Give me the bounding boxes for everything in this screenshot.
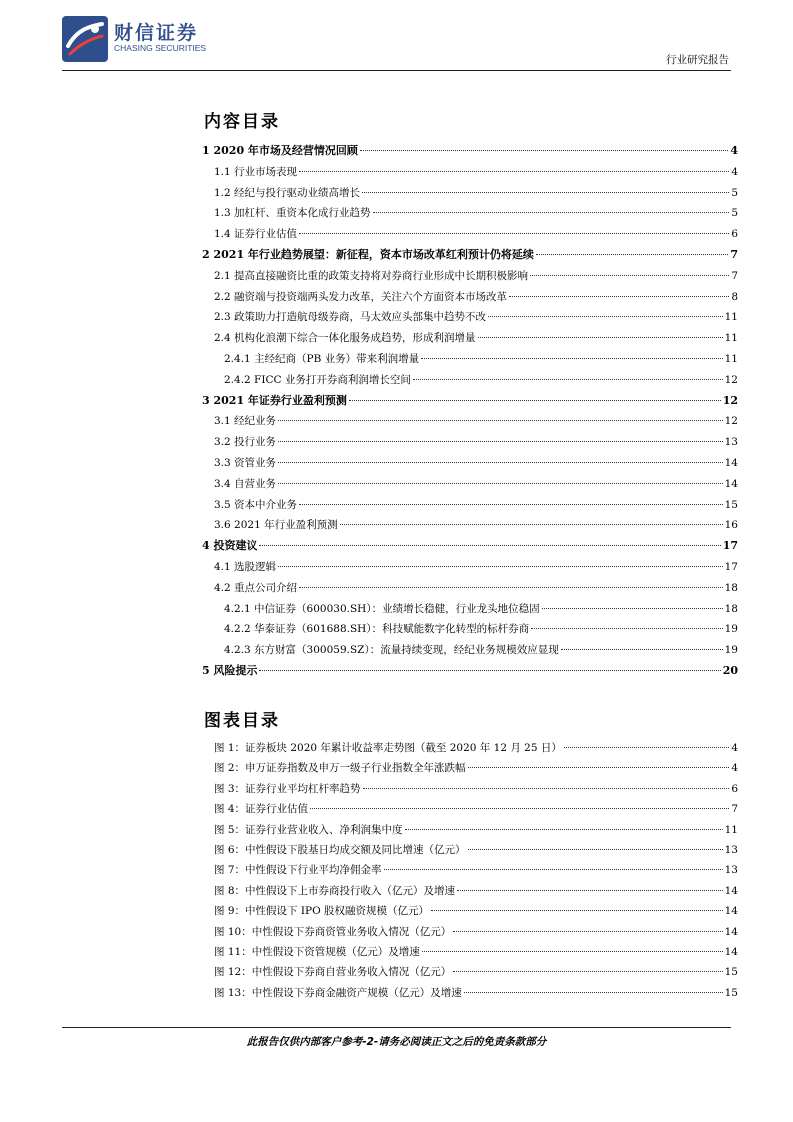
contents-entry[interactable] <box>202 308 738 326</box>
figure-entry[interactable] <box>202 780 738 798</box>
contents-entry-page: 18 <box>724 602 738 615</box>
contents-entry[interactable] <box>202 454 738 472</box>
contents-entry[interactable] <box>202 496 738 514</box>
contents-entry-page: 7 <box>731 269 738 282</box>
contents-entry-label: 1 2020 年市场及经营情况回顾 <box>202 144 358 157</box>
figure-entry-label: 图 6：中性假设下股基日均成交额及同比增速（亿元） <box>214 844 466 856</box>
dot-leader <box>453 971 722 972</box>
figure-entry-page: 15 <box>724 966 738 979</box>
contents-entry-label: 1.2 经纪与投行驱动业绩高增长 <box>214 186 361 199</box>
logo-mark-icon <box>62 16 108 62</box>
contents-entry-label: 2 2021 年行业趋势展望：新征程，资本市场改革红利预计仍将延续 <box>202 248 534 261</box>
dot-leader <box>531 628 723 629</box>
contents-entry-label: 4.2 重点公司介绍 <box>214 581 298 594</box>
contents-entry-page: 14 <box>724 477 738 490</box>
dot-leader <box>340 524 723 525</box>
contents-entry-page: 5 <box>731 207 738 220</box>
dot-leader <box>299 587 723 588</box>
figure-entry-page: 4 <box>731 762 738 775</box>
contents-entry[interactable] <box>202 600 738 618</box>
contents-entry-page: 11 <box>724 332 738 345</box>
figure-entry-page: 14 <box>724 884 738 897</box>
dot-leader <box>349 400 721 401</box>
contents-entry-page: 17 <box>722 539 738 553</box>
dot-leader <box>360 150 728 151</box>
contents-entry-label: 2.3 政策助力打造航母级券商，马太效应头部集中趋势不改 <box>214 311 487 324</box>
dot-leader <box>278 462 723 463</box>
contents-entry-label: 4.1 选股逻辑 <box>214 561 277 573</box>
dot-leader <box>542 608 723 609</box>
contents-entry[interactable] <box>202 641 738 659</box>
contents-entry-page: 20 <box>722 664 738 677</box>
contents-entry-page: 11 <box>724 353 738 365</box>
figure-entry-label: 图 11：中性假设下资管规模（亿元）及增速 <box>214 946 420 958</box>
logo-english-name: CHASING SECURITIES <box>114 43 207 53</box>
figure-entry-label: 图 4：证券行业估值 <box>214 803 309 816</box>
dot-leader <box>278 441 723 442</box>
contents-entry-page: 19 <box>724 644 738 657</box>
contents-entry-page: 8 <box>731 290 738 303</box>
contents-entry-page: 17 <box>724 561 738 573</box>
figure-entry[interactable] <box>202 800 738 818</box>
contents-entry-page: 12 <box>722 393 738 407</box>
contents-entry[interactable] <box>202 371 738 389</box>
contents-entry-label: 1.3 加杠杆、重资本化成行业趋势 <box>214 207 371 220</box>
contents-entry-page: 18 <box>724 581 738 594</box>
dot-leader <box>405 829 723 830</box>
contents-entry[interactable] <box>202 537 738 555</box>
dot-leader <box>384 869 723 870</box>
figure-entry-page: 14 <box>724 946 738 958</box>
figure-entry-label: 图 12：中性假设下券商自营业务收入情况（亿元） <box>214 966 452 979</box>
contents-entry[interactable] <box>202 350 738 368</box>
contents-entry-label: 1.1 行业市场表现 <box>214 165 298 178</box>
contents-entry-label: 3.2 投行业务 <box>214 436 277 449</box>
contents-entry[interactable] <box>202 392 738 410</box>
dot-leader <box>373 212 730 213</box>
figure-entry[interactable] <box>202 821 738 839</box>
figure-entry-page: 7 <box>731 803 738 816</box>
contents-entry-label: 3.6 2021 年行业盈利预测 <box>214 519 338 532</box>
contents-entry[interactable] <box>202 267 738 285</box>
figure-entry-label: 图 5：证券行业营业收入、净利润集中度 <box>214 823 403 836</box>
figure-entry-label: 图 13：中性假设下券商金融资产规模（亿元）及增速 <box>214 986 462 999</box>
contents-entry-label: 2.1 提高直接融资比重的政策支持将对券商行业形成中长期积极影响 <box>214 269 529 282</box>
contents-entry-page: 12 <box>724 373 738 386</box>
contents-entry[interactable] <box>202 225 738 243</box>
dot-leader <box>259 545 720 546</box>
contents-entry-page: 11 <box>724 311 738 324</box>
dot-leader <box>421 358 722 359</box>
contents-entry-page: 7 <box>730 248 738 261</box>
dot-leader <box>310 808 729 809</box>
contents-entry-page: 12 <box>724 415 738 428</box>
contents-entry[interactable] <box>202 558 738 576</box>
contents-title: 内容目录 <box>204 112 280 132</box>
contents-entry[interactable] <box>202 246 738 264</box>
figure-entry-page: 13 <box>724 864 738 877</box>
dot-leader <box>363 788 730 789</box>
footer-disclaimer: 此报告仅供内部客户参考-2-请务必阅读正文之后的免责条款部分 <box>246 1036 547 1048</box>
contents-entry-label: 1.4 证券行业估值 <box>214 228 298 241</box>
contents-entry[interactable] <box>202 579 738 597</box>
footer-divider <box>62 1027 731 1028</box>
contents-entry[interactable] <box>202 204 738 222</box>
contents-entry[interactable] <box>202 516 738 534</box>
dot-leader <box>299 233 729 234</box>
figure-entry-label: 图 7：中性假设下行业平均净佣金率 <box>214 864 382 877</box>
contents-entry-label: 2.4 机构化浪潮下综合一体化服务成趋势，形成利润增量 <box>214 332 476 345</box>
contents-entry[interactable] <box>202 662 738 680</box>
dot-leader <box>530 275 729 276</box>
figure-entry[interactable] <box>202 759 738 777</box>
dot-leader <box>259 670 720 671</box>
logo-chinese-name: 财信证券 <box>114 22 199 44</box>
contents-entry-label: 3.3 资管业务 <box>214 457 277 469</box>
dot-leader <box>468 767 730 768</box>
contents-entry-page: 14 <box>724 457 738 469</box>
figure-entry[interactable] <box>202 841 738 859</box>
contents-entry-label: 3.1 经纪业务 <box>214 415 277 428</box>
dot-leader <box>299 171 729 172</box>
dot-leader <box>422 951 723 952</box>
contents-entry[interactable] <box>202 620 738 638</box>
figure-entry-label: 图 3：证券行业平均杠杆率趋势 <box>214 782 361 795</box>
figure-entry-label: 图 2：申万证券指数及申万一级子行业指数全年涨跌幅 <box>214 762 466 775</box>
dot-leader <box>278 420 723 421</box>
contents-entry[interactable] <box>202 433 738 451</box>
figure-entry-page: 13 <box>724 844 738 856</box>
contents-entry-label: 2.4.2 FICC 业务打开券商利润增长空间 <box>224 373 411 386</box>
dot-leader <box>278 566 723 567</box>
contents-entry-page: 16 <box>724 519 738 532</box>
figure-entry-label: 图 8：中性假设下上市券商投行收入（亿元）及增速 <box>214 884 456 897</box>
contents-entry-label: 4.2.3 东方财富（300059.SZ）：流量持续变现，经纪业务规模效应显现 <box>224 644 559 657</box>
contents-entry-page: 4 <box>730 144 738 157</box>
figure-entry[interactable] <box>202 861 738 879</box>
contents-entry-label: 4.2.1 中信证券（600030.SH）：业绩增长稳健，行业龙头地位稳固 <box>224 602 540 615</box>
contents-entry-label: 3 2021 年证券行业盈利预测 <box>202 393 347 407</box>
contents-entry[interactable] <box>202 142 738 160</box>
figure-entry-page: 15 <box>724 986 738 999</box>
figure-entry[interactable] <box>202 882 738 900</box>
dot-leader <box>464 992 723 993</box>
figure-entry[interactable] <box>202 943 738 961</box>
contents-entry-page: 6 <box>731 228 738 241</box>
figure-entry-label: 图 10：中性假设下券商资管业务收入情况（亿元） <box>214 925 452 938</box>
dot-leader <box>453 931 722 932</box>
figure-entry[interactable] <box>202 984 738 1002</box>
dot-leader <box>457 890 723 891</box>
contents-entry-label: 4 投资建议 <box>202 539 258 553</box>
contents-entry-label: 2.2 融资端与投资端两头发力改革，关注六个方面资本市场改革 <box>214 290 508 303</box>
figure-entry[interactable] <box>202 963 738 981</box>
figure-entry-page: 6 <box>731 782 738 795</box>
dot-leader <box>561 649 723 650</box>
figure-entry-page: 14 <box>724 905 738 918</box>
report-type-label: 行业研究报告 <box>666 54 729 66</box>
figure-entry[interactable] <box>202 902 738 920</box>
contents-entry[interactable] <box>202 184 738 202</box>
contents-entry[interactable] <box>202 329 738 347</box>
contents-entry[interactable] <box>202 163 738 181</box>
contents-entry-label: 3.5 资本中介业务 <box>214 498 298 511</box>
dot-leader <box>413 379 723 380</box>
contents-entry-label: 4.2.2 华泰证券（601688.SH）：科技赋能数字化转型的标杆券商 <box>224 623 530 636</box>
figure-entry[interactable] <box>202 923 738 941</box>
figure-entry-page: 4 <box>731 742 738 754</box>
contents-entry-label: 2.4.1 主经纪商（PB 业务）带来利润增量 <box>224 353 420 365</box>
figure-entry[interactable] <box>202 739 738 757</box>
figure-entry-label: 图 1：证券板块 2020 年累计收益率走势图（截至 2020 年 12 月 25 日） <box>214 742 562 754</box>
dot-leader <box>299 504 723 505</box>
contents-entry[interactable] <box>202 412 738 430</box>
contents-entry-page: 5 <box>731 186 738 199</box>
dot-leader <box>278 483 723 484</box>
contents-entry-label: 3.4 自营业务 <box>214 477 277 490</box>
contents-entry-page: 4 <box>731 165 738 178</box>
dot-leader <box>478 337 723 338</box>
contents-entry-page: 19 <box>724 623 738 636</box>
contents-entry[interactable] <box>202 288 738 306</box>
dot-leader <box>468 849 723 850</box>
contents-entry-page: 15 <box>724 498 738 511</box>
dot-leader <box>488 316 723 317</box>
figure-entry-page: 14 <box>724 925 738 938</box>
dot-leader <box>536 254 728 255</box>
dot-leader <box>564 747 729 748</box>
figures-title: 图表目录 <box>204 711 280 731</box>
contents-entry[interactable] <box>202 475 738 493</box>
dot-leader <box>362 192 729 193</box>
header-divider <box>62 70 731 71</box>
contents-entry-page: 13 <box>724 436 738 449</box>
figure-entry-label: 图 9：中性假设下 IPO 股权融资规模（亿元） <box>214 905 430 918</box>
dot-leader <box>509 296 729 297</box>
figure-entry-page: 11 <box>724 823 738 836</box>
contents-entry-label: 5 风险提示 <box>202 664 258 677</box>
dot-leader <box>431 910 723 911</box>
